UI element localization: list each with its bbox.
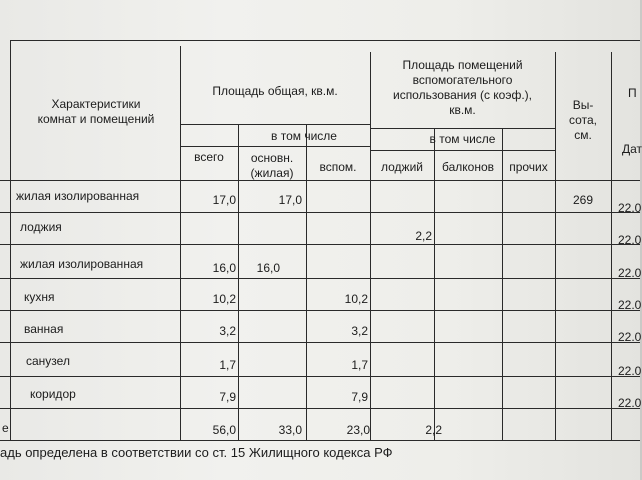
grid-line bbox=[611, 52, 612, 440]
area-total: 3,2 bbox=[219, 324, 236, 338]
date-value: 22.0 bbox=[618, 364, 642, 378]
grid-line bbox=[180, 124, 370, 125]
date-value: 22.0 bbox=[618, 298, 642, 312]
area-loggia: 2,2 bbox=[415, 229, 432, 243]
grid-line bbox=[0, 342, 640, 343]
grid-line bbox=[0, 180, 640, 181]
grid-line bbox=[0, 278, 640, 279]
header-right-top: П bbox=[628, 86, 637, 100]
area-total: 17,0 bbox=[212, 193, 236, 207]
header-aux-area: Площадь помещений вспомогательного использования (с коэф.), кв.м. bbox=[392, 58, 533, 117]
room-name: коридор bbox=[30, 387, 76, 401]
grid-line bbox=[0, 440, 640, 441]
header-height: Вы- сота, см. bbox=[569, 98, 597, 142]
area-total: 1,7 bbox=[219, 358, 236, 372]
header-loggias: лоджий bbox=[381, 160, 423, 174]
header-characteristics: Характеристики комнат и помещений bbox=[37, 97, 155, 126]
header-area-total: Площадь общая, кв.м. bbox=[212, 84, 338, 98]
grid-line bbox=[180, 146, 370, 147]
header-other: прочих bbox=[509, 160, 548, 174]
totals-area-main: 33,0 bbox=[278, 423, 302, 437]
header-in-that-number: в том числе bbox=[271, 129, 337, 143]
header-balconies: балконов bbox=[441, 160, 494, 174]
grid-line bbox=[10, 40, 11, 440]
area-total: 16,0 bbox=[212, 261, 236, 275]
area-main: 17,0 bbox=[278, 193, 302, 207]
header-in-that-number-2: в том числе bbox=[429, 132, 496, 146]
date-value: 22.0 bbox=[618, 266, 642, 280]
grid-line bbox=[10, 40, 640, 41]
header-main-living: основн. (жилая) bbox=[250, 151, 294, 180]
grid-line bbox=[0, 212, 640, 213]
grid-line bbox=[0, 310, 640, 311]
totals-label: е bbox=[2, 421, 9, 435]
grid-line bbox=[0, 376, 640, 377]
totals-area-loggia: 2,2 bbox=[425, 423, 442, 437]
grid-line bbox=[180, 46, 181, 440]
area-total: 10,2 bbox=[212, 292, 236, 306]
totals-area-total: 56,0 bbox=[212, 423, 236, 437]
grid-line bbox=[370, 150, 555, 151]
footnote: адь определена в соответствии со ст. 15 Жилищного кодекса РФ bbox=[0, 445, 393, 460]
area-total: 7,9 bbox=[219, 390, 236, 404]
room-name: кухня bbox=[24, 290, 55, 304]
room-name: ванная bbox=[24, 322, 64, 336]
room-name: санузел bbox=[26, 354, 70, 368]
area-aux: 7,9 bbox=[351, 390, 368, 404]
room-name: жилая изолированная bbox=[16, 189, 140, 203]
area-aux: 3,2 bbox=[351, 324, 368, 338]
area-aux: 10,2 bbox=[344, 292, 368, 306]
room-name: жилая изолированная bbox=[20, 257, 144, 271]
header-total: всего bbox=[194, 150, 224, 164]
height-value: 269 bbox=[572, 193, 594, 207]
grid-line bbox=[0, 408, 640, 409]
grid-line bbox=[0, 244, 640, 245]
area-aux: 1,7 bbox=[351, 358, 368, 372]
room-name: лоджия bbox=[20, 220, 62, 234]
area-main: 16,0 bbox=[256, 261, 280, 275]
totals-area-aux: 23,0 bbox=[346, 423, 370, 437]
date-value: 22.0 bbox=[618, 396, 642, 410]
date-value: 22.0 bbox=[618, 201, 642, 215]
date-value: 22.0 bbox=[618, 330, 642, 344]
grid-line bbox=[370, 128, 555, 129]
date-value: 22.0 bbox=[618, 233, 642, 247]
header-auxiliary: вспом. bbox=[319, 160, 357, 174]
header-right-date: Дат bbox=[622, 142, 642, 156]
